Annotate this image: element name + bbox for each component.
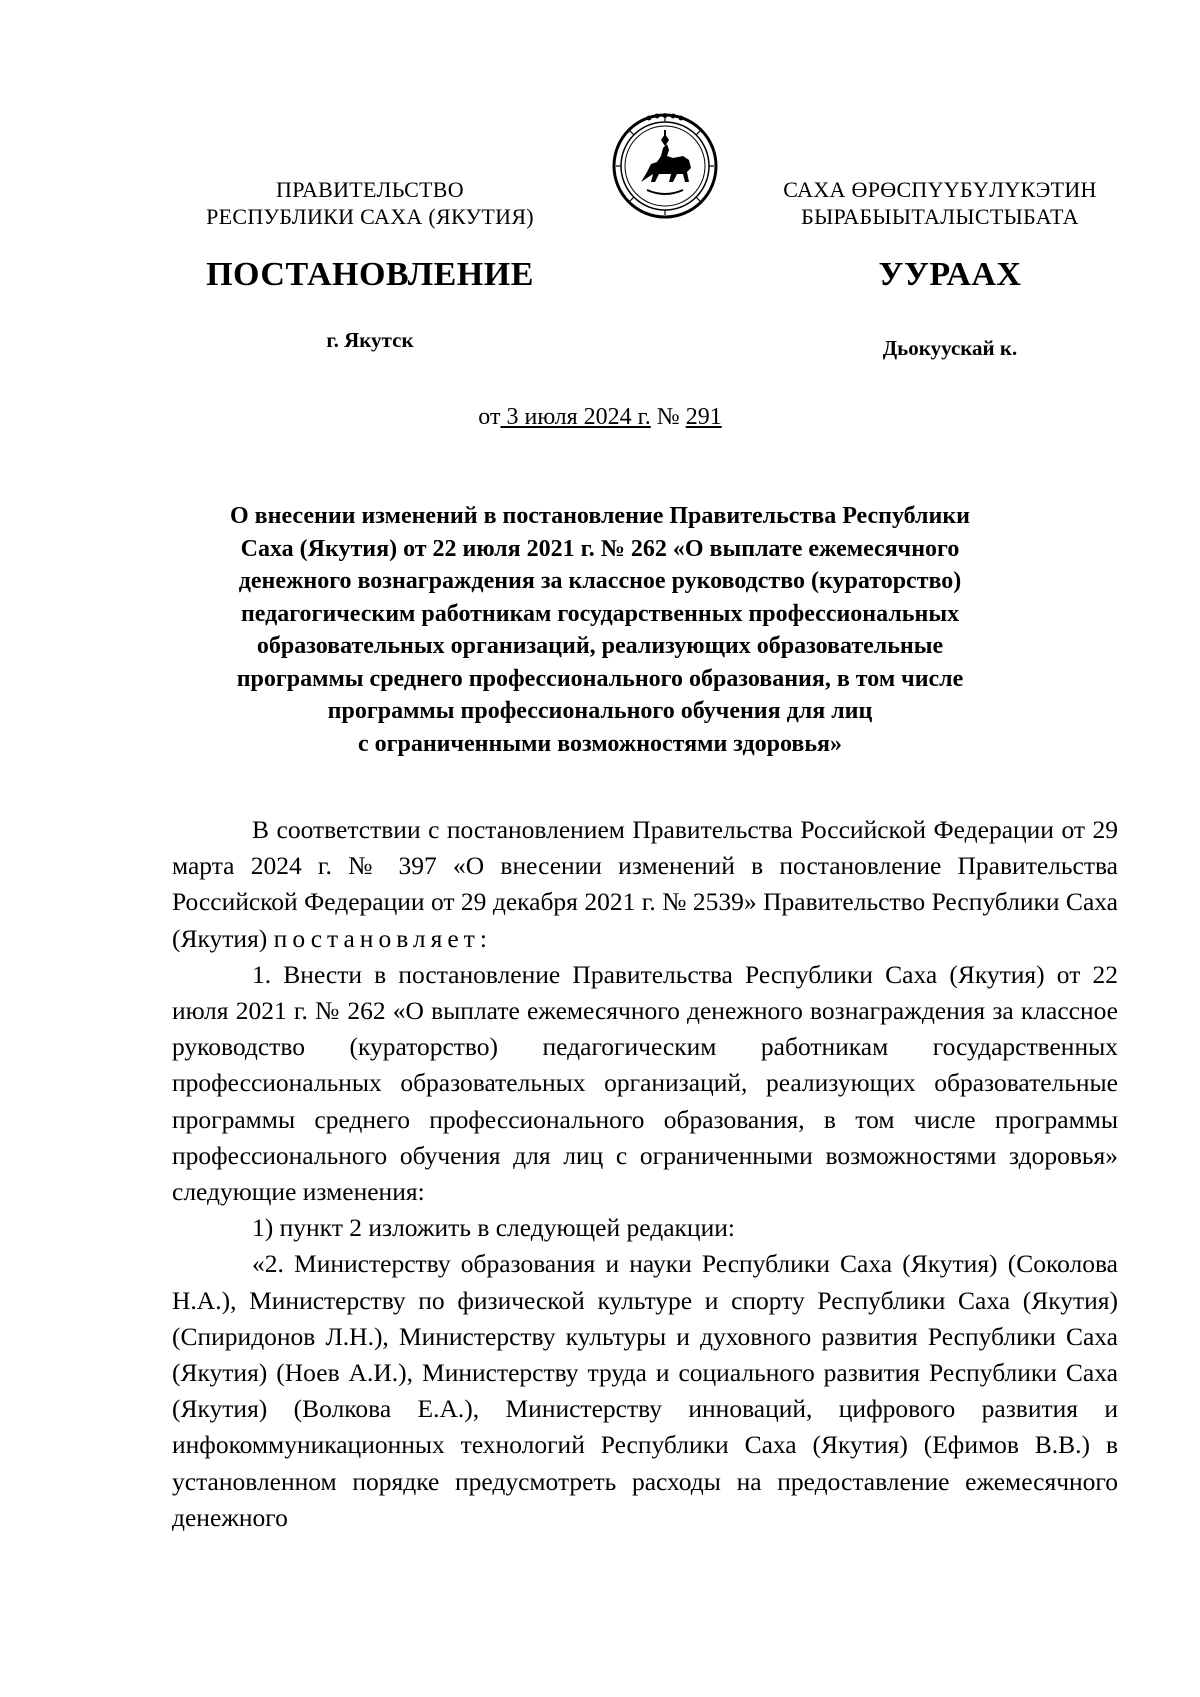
preamble-end: :: [479, 923, 487, 953]
issuer-line-1: ПРАВИТЕЛЬСТВО: [276, 177, 464, 202]
subject-line: программы среднего профессионального образования, в том числе: [236, 665, 964, 692]
document-date-number: [0, 404, 1200, 431]
coat-of-arms-sakha-icon: [611, 112, 719, 220]
document-number: 291: [685, 404, 722, 430]
decree-word: постановляет: [273, 923, 480, 953]
item-1-paragraph: 1. Внести в постановление Правительства Республики Саха (Якутия) от 22 июля 2021 г. № 262 «О выплате ежемесячного денежного вознаграждения за классное руководство (кураторство) педагогическим работникам государственных профессиональных образовательных организаций, реализующих образовательные программы среднего профессионального образования, в том числе программы профессионального обучения для лиц с ограниченными возможностями здоровья» следующие изменения:: [172, 959, 1118, 1207]
issuer-line-2: РЕСПУБЛИКИ САХА (ЯКУТИЯ): [206, 204, 534, 229]
document-body: [172, 812, 1118, 1536]
subject-line: образовательных организаций, реализующих образовательные: [256, 633, 944, 659]
city-sakha: Дьокуускай к.: [882, 336, 1018, 360]
subject-line: программы профессионального обучения для лиц: [327, 698, 873, 724]
preamble-paragraph: [172, 812, 1118, 957]
issuer-line-2-sakha: БЫРАБЫЫТАЛЫСТЫБАТА: [801, 204, 1079, 229]
clause-2-paragraph: «2. Министерству образования и науки Республики Саха (Якутия) (Соколова Н.А.), Министерству по физической культуре и спорту Республики Саха (Якутия) (Спиридонов Л.Н.), Министерству культуры и духовного развития Республики Саха (Якутия) (Ноев А.И.), Министерству труда и социального развития Республики Саха (Якутия) (Волкова Е.А.), Министерству инноваций, цифрового развития и инфокоммуникационных технологий Республики Саха (Якутия) (Ефимов В.В.) в установленном порядке предусмотреть расходы на предоставление ежемесячного денежного: [172, 1249, 1118, 1532]
number-label: №: [650, 404, 686, 430]
subject-line: педагогическим работникам государственных профессиональных: [240, 600, 960, 627]
doc-type-russian: ПОСТАНОВЛЕНИЕ: [206, 256, 534, 293]
doc-type-sakha: УУРААХ: [878, 256, 1022, 293]
subject-line: денежного вознаграждения за классное руководство (кураторство): [238, 568, 962, 594]
subject-line: О внесении изменений в постановление Правительства Республики: [229, 503, 970, 529]
preamble-text: В соответствии с постановлением Правительства Российской Федерации от 29 марта 2024 г. № 397 «О внесении изменений в постановление Правительства Российской Федерации от 29 декабря 2021 г. № 2539» Правительство Республики Саха (Якутия): [172, 815, 1118, 953]
subject-line: с ограниченными возможностями здоровья»: [357, 730, 843, 757]
date-prefix: от: [478, 404, 501, 430]
document-subject: [170, 500, 1030, 760]
subitem-1-paragraph: 1) пункт 2 изложить в следующей редакции:: [252, 1213, 735, 1243]
subject-line: Саха (Якутия) от 22 июля 2021 г. № 262 «О выплате ежемесячного: [240, 535, 960, 562]
city-russian: г. Якутск: [326, 328, 414, 352]
document-date: 3 июля 2024 г.: [500, 404, 651, 430]
issuer-line-1-sakha: САХА ӨРӨСПҮҮБҮЛҮКЭТИН: [783, 177, 1097, 202]
issuer-block-russian: [170, 176, 570, 230]
issuer-block-sakha: [740, 176, 1140, 230]
